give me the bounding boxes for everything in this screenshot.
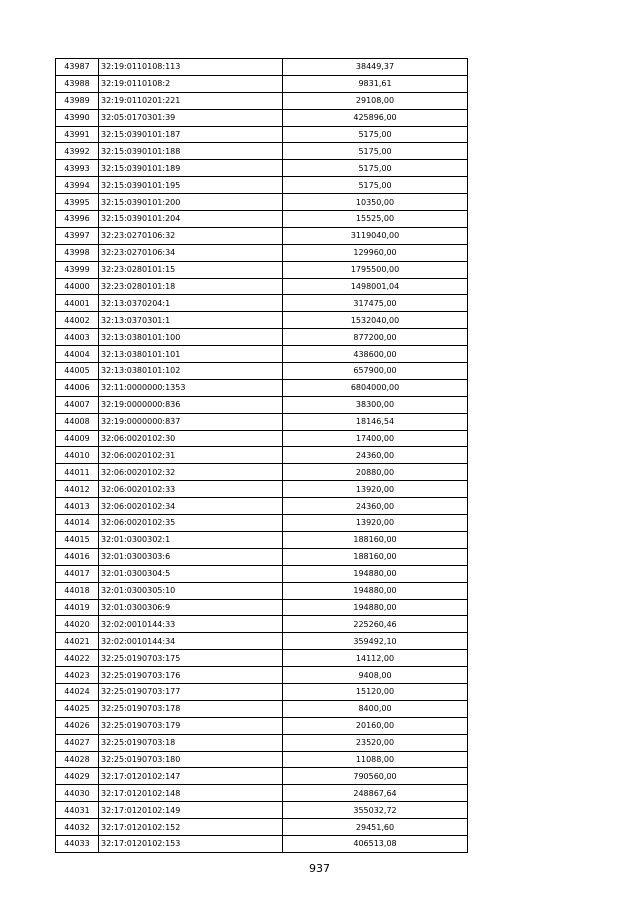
- cadastral-value-cell: 24360,00: [283, 498, 468, 515]
- cadastral-number-cell: 32:25:0190703:175: [99, 650, 283, 667]
- table-row: [56, 751, 468, 768]
- row-number-cell: 43997: [56, 227, 99, 244]
- row-number-cell: 43996: [56, 211, 99, 228]
- cadastral-number-cell: 32:05:0170301:39: [99, 109, 283, 126]
- cadastral-value-cell: 438600,00: [283, 346, 468, 363]
- row-number-cell: 44024: [56, 683, 99, 700]
- cadastral-number-cell: 32:25:0190703:179: [99, 717, 283, 734]
- cadastral-value-cell: 188160,00: [283, 548, 468, 565]
- cadastral-value-cell: 877200,00: [283, 329, 468, 346]
- cadastral-value-cell: 5175,00: [283, 177, 468, 194]
- cadastral-value-cell: 317475,00: [283, 295, 468, 312]
- row-number-cell: 44000: [56, 278, 99, 295]
- cadastral-value-cell: 1498001,04: [283, 278, 468, 295]
- table-row: [56, 819, 468, 836]
- row-number-cell: 44002: [56, 312, 99, 329]
- cadastral-number-cell: 32:13:0380101:102: [99, 363, 283, 380]
- table-row: [56, 59, 468, 76]
- cadastral-value-cell: 23520,00: [283, 734, 468, 751]
- row-number-cell: 44022: [56, 650, 99, 667]
- row-number-cell: 44001: [56, 295, 99, 312]
- table-row: [56, 244, 468, 261]
- cadastral-number-cell: 32:15:0390101:188: [99, 143, 283, 160]
- cadastral-number-cell: 32:13:0370204:1: [99, 295, 283, 312]
- cadastral-value-cell: 194880,00: [283, 582, 468, 599]
- cadastral-number-cell: 32:19:0110108:113: [99, 59, 283, 76]
- cadastral-number-cell: 32:15:0390101:189: [99, 160, 283, 177]
- cadastral-number-cell: 32:06:0020102:35: [99, 515, 283, 532]
- cadastral-number-cell: 32:19:0000000:837: [99, 413, 283, 430]
- table-row: [56, 312, 468, 329]
- cadastral-number-cell: 32:23:0280101:18: [99, 278, 283, 295]
- table-row: [56, 498, 468, 515]
- cadastral-number-cell: 32:19:0110108:2: [99, 75, 283, 92]
- cadastral-number-cell: 32:25:0190703:177: [99, 683, 283, 700]
- cadastral-number-cell: 32:25:0190703:176: [99, 667, 283, 684]
- cadastral-number-cell: 32:23:0270106:34: [99, 244, 283, 261]
- table-row: [56, 464, 468, 481]
- cadastral-number-cell: 32:01:0300305:10: [99, 582, 283, 599]
- row-number-cell: 43994: [56, 177, 99, 194]
- cadastral-value-cell: 24360,00: [283, 447, 468, 464]
- table-row: [56, 599, 468, 616]
- cadastral-value-cell: 225260,46: [283, 616, 468, 633]
- cadastral-number-cell: 32:06:0020102:34: [99, 498, 283, 515]
- row-number-cell: 44017: [56, 565, 99, 582]
- table-row: [56, 515, 468, 532]
- row-number-cell: 44032: [56, 819, 99, 836]
- cadastral-number-cell: 32:19:0000000:836: [99, 396, 283, 413]
- cadastral-value-cell: 657900,00: [283, 363, 468, 380]
- cadastral-value-table: [55, 58, 468, 853]
- table-row: [56, 835, 468, 852]
- cadastral-number-cell: 32:02:0010144:34: [99, 633, 283, 650]
- table-row: [56, 667, 468, 684]
- cadastral-number-cell: 32:15:0390101:187: [99, 126, 283, 143]
- cadastral-value-cell: 5175,00: [283, 126, 468, 143]
- row-number-cell: 44021: [56, 633, 99, 650]
- cadastral-value-cell: 20160,00: [283, 717, 468, 734]
- row-number-cell: 43990: [56, 109, 99, 126]
- row-number-cell: 44018: [56, 582, 99, 599]
- cadastral-value-cell: 359492,10: [283, 633, 468, 650]
- table-row: [56, 531, 468, 548]
- page-number: 937: [309, 862, 330, 875]
- cadastral-value-cell: 11088,00: [283, 751, 468, 768]
- row-number-cell: 44010: [56, 447, 99, 464]
- cadastral-number-cell: 32:25:0190703:180: [99, 751, 283, 768]
- row-number-cell: 44012: [56, 481, 99, 498]
- table-row: [56, 785, 468, 802]
- row-number-cell: 44013: [56, 498, 99, 515]
- cadastral-number-cell: 32:17:0120102:153: [99, 835, 283, 852]
- row-number-cell: 43995: [56, 194, 99, 211]
- row-number-cell: 43992: [56, 143, 99, 160]
- cadastral-value-cell: 15120,00: [283, 683, 468, 700]
- table-row: [56, 346, 468, 363]
- row-number-cell: 44031: [56, 802, 99, 819]
- cadastral-value-cell: 18146,54: [283, 413, 468, 430]
- cadastral-value-cell: 5175,00: [283, 160, 468, 177]
- table-row: [56, 616, 468, 633]
- cadastral-value-cell: 355032,72: [283, 802, 468, 819]
- cadastral-number-cell: 32:19:0110201:221: [99, 92, 283, 109]
- cadastral-number-cell: 32:02:0010144:33: [99, 616, 283, 633]
- table-row: [56, 75, 468, 92]
- cadastral-value-cell: 425896,00: [283, 109, 468, 126]
- row-number-cell: 44028: [56, 751, 99, 768]
- table-row: [56, 92, 468, 109]
- table-row: [56, 768, 468, 785]
- cadastral-value-cell: 194880,00: [283, 565, 468, 582]
- table-row: [56, 194, 468, 211]
- cadastral-value-cell: 20880,00: [283, 464, 468, 481]
- cadastral-number-cell: 32:15:0390101:195: [99, 177, 283, 194]
- table-row: [56, 363, 468, 380]
- cadastral-value-cell: 38449,37: [283, 59, 468, 76]
- table-row: [56, 565, 468, 582]
- cadastral-number-cell: 32:13:0380101:100: [99, 329, 283, 346]
- table-row: [56, 126, 468, 143]
- table-row: [56, 211, 468, 228]
- cadastral-value-cell: 8400,00: [283, 700, 468, 717]
- row-number-cell: 44015: [56, 531, 99, 548]
- cadastral-value-cell: 13920,00: [283, 481, 468, 498]
- row-number-cell: 44027: [56, 734, 99, 751]
- cadastral-number-cell: 32:15:0390101:204: [99, 211, 283, 228]
- row-number-cell: 44026: [56, 717, 99, 734]
- table-row: [56, 143, 468, 160]
- row-number-cell: 44005: [56, 363, 99, 380]
- cadastral-value-cell: 188160,00: [283, 531, 468, 548]
- cadastral-value-cell: 194880,00: [283, 599, 468, 616]
- row-number-cell: 44029: [56, 768, 99, 785]
- cadastral-value-cell: 38300,00: [283, 396, 468, 413]
- cadastral-number-cell: 32:15:0390101:200: [99, 194, 283, 211]
- table-row: [56, 109, 468, 126]
- cadastral-number-cell: 32:23:0280101:15: [99, 261, 283, 278]
- row-number-cell: 44033: [56, 835, 99, 852]
- cadastral-value-cell: 17400,00: [283, 430, 468, 447]
- row-number-cell: 44025: [56, 700, 99, 717]
- table-row: [56, 481, 468, 498]
- cadastral-number-cell: 32:17:0120102:148: [99, 785, 283, 802]
- table-row: [56, 379, 468, 396]
- cadastral-number-cell: 32:25:0190703:178: [99, 700, 283, 717]
- cadastral-number-cell: 32:13:0380101:101: [99, 346, 283, 363]
- cadastral-number-cell: 32:06:0020102:30: [99, 430, 283, 447]
- table-row: [56, 802, 468, 819]
- table-row: [56, 227, 468, 244]
- cadastral-number-cell: 32:06:0020102:31: [99, 447, 283, 464]
- cadastral-value-cell: 10350,00: [283, 194, 468, 211]
- row-number-cell: 44016: [56, 548, 99, 565]
- row-number-cell: 43998: [56, 244, 99, 261]
- cadastral-value-cell: 13920,00: [283, 515, 468, 532]
- cadastral-number-cell: 32:06:0020102:33: [99, 481, 283, 498]
- table-row: [56, 177, 468, 194]
- cadastral-value-cell: 3119040,00: [283, 227, 468, 244]
- cadastral-value-cell: 14112,00: [283, 650, 468, 667]
- row-number-cell: 44023: [56, 667, 99, 684]
- cadastral-value-cell: 790560,00: [283, 768, 468, 785]
- cadastral-number-cell: 32:23:0270106:32: [99, 227, 283, 244]
- cadastral-value-cell: 29108,00: [283, 92, 468, 109]
- table-row: [56, 700, 468, 717]
- table-row: [56, 734, 468, 751]
- cadastral-number-cell: 32:13:0370301:1: [99, 312, 283, 329]
- row-number-cell: 43999: [56, 261, 99, 278]
- table-row: [56, 717, 468, 734]
- cadastral-value-cell: 1532040,00: [283, 312, 468, 329]
- cadastral-number-cell: 32:11:0000000:1353: [99, 379, 283, 396]
- row-number-cell: 44006: [56, 379, 99, 396]
- row-number-cell: 43988: [56, 75, 99, 92]
- table-row: [56, 447, 468, 464]
- cadastral-number-cell: 32:25:0190703:18: [99, 734, 283, 751]
- cadastral-number-cell: 32:01:0300304:5: [99, 565, 283, 582]
- table-row: [56, 413, 468, 430]
- table-row: [56, 683, 468, 700]
- cadastral-value-cell: 29451,60: [283, 819, 468, 836]
- cadastral-number-cell: 32:17:0120102:149: [99, 802, 283, 819]
- row-number-cell: 43989: [56, 92, 99, 109]
- row-number-cell: 43993: [56, 160, 99, 177]
- cadastral-number-cell: 32:01:0300306:9: [99, 599, 283, 616]
- cadastral-value-cell: 129960,00: [283, 244, 468, 261]
- row-number-cell: 44007: [56, 396, 99, 413]
- row-number-cell: 44009: [56, 430, 99, 447]
- cadastral-value-cell: 9408,00: [283, 667, 468, 684]
- row-number-cell: 44014: [56, 515, 99, 532]
- cadastral-number-cell: 32:17:0120102:152: [99, 819, 283, 836]
- table-row: [56, 329, 468, 346]
- cadastral-value-cell: 6804000,00: [283, 379, 468, 396]
- row-number-cell: 43987: [56, 59, 99, 76]
- row-number-cell: 44008: [56, 413, 99, 430]
- cadastral-value-cell: 5175,00: [283, 143, 468, 160]
- row-number-cell: 43991: [56, 126, 99, 143]
- table-row: [56, 278, 468, 295]
- table-row: [56, 396, 468, 413]
- table-row: [56, 650, 468, 667]
- cadastral-number-cell: 32:01:0300302:1: [99, 531, 283, 548]
- cadastral-value-cell: 248867,64: [283, 785, 468, 802]
- table-row: [56, 295, 468, 312]
- cadastral-value-cell: 1795500,00: [283, 261, 468, 278]
- table-row: [56, 160, 468, 177]
- table-body: [56, 59, 468, 853]
- row-number-cell: 44030: [56, 785, 99, 802]
- row-number-cell: 44004: [56, 346, 99, 363]
- row-number-cell: 44011: [56, 464, 99, 481]
- cadastral-number-cell: 32:01:0300303:6: [99, 548, 283, 565]
- row-number-cell: 44020: [56, 616, 99, 633]
- table-row: [56, 430, 468, 447]
- cadastral-number-cell: 32:17:0120102:147: [99, 768, 283, 785]
- cadastral-value-cell: 15525,00: [283, 211, 468, 228]
- row-number-cell: 44003: [56, 329, 99, 346]
- cadastral-value-cell: 9831,61: [283, 75, 468, 92]
- cadastral-value-cell: 406513,08: [283, 835, 468, 852]
- row-number-cell: 44019: [56, 599, 99, 616]
- cadastral-number-cell: 32:06:0020102:32: [99, 464, 283, 481]
- table-row: [56, 633, 468, 650]
- table-row: [56, 548, 468, 565]
- table-row: [56, 261, 468, 278]
- table-row: [56, 582, 468, 599]
